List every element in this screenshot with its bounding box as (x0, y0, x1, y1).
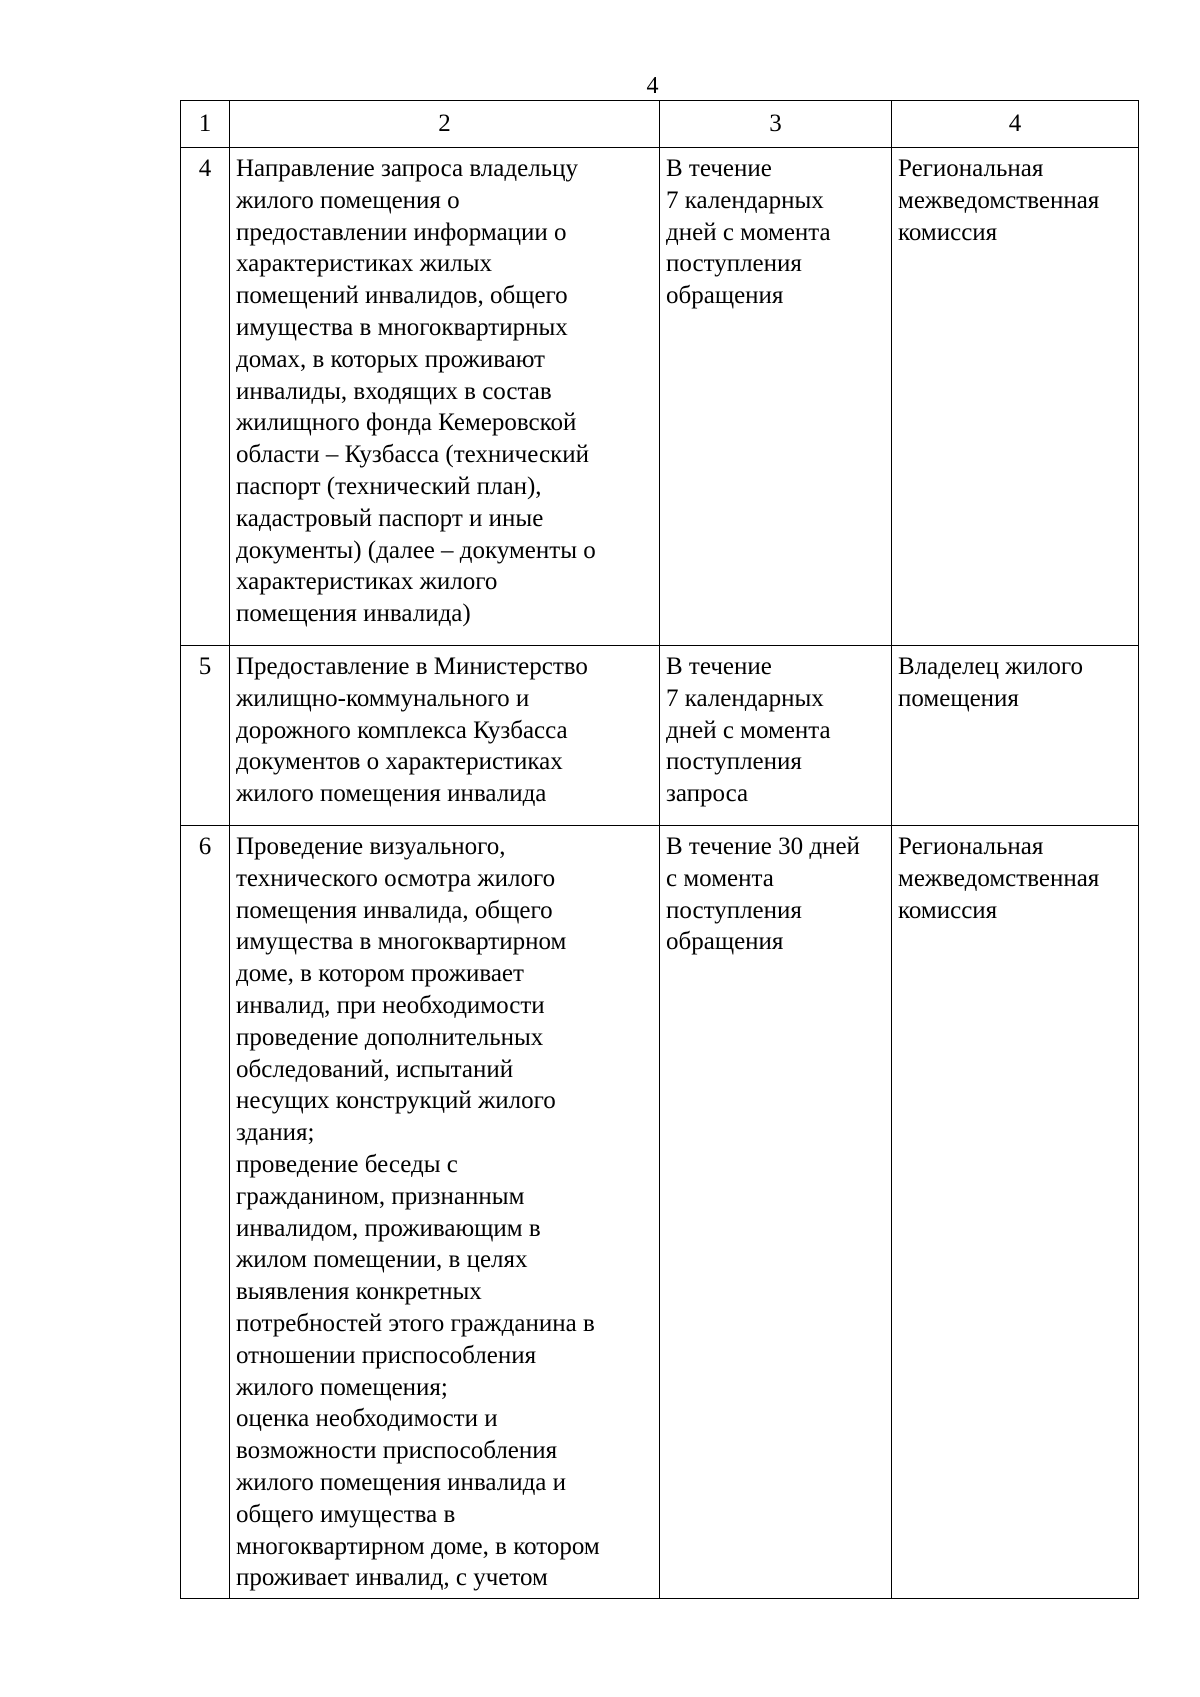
responsible-cell: Региональная межведомственная комиссия (892, 148, 1139, 646)
action-cell: Проведение визуального, технического осмотра жилого помещения инвалида, общего имущества в многоквартирном доме, в котором проживает инвалид, при необходимости проведение дополнительных обследований, испытаний несущих конструкций жилого здания; проведение беседы с гражданином, признанным инвалидом, проживающим в жилом помещении, в целях выявления конкретных потребностей этого гражданина в отношении приспособления жилого помещения; оценка необходимости и возможности приспособления жилого помещения инвалида и общего имущества в многоквартирном доме, в котором проживает инвалид, с учетом (230, 826, 660, 1599)
responsible-cell: Региональная межведомственная комиссия (892, 826, 1139, 1599)
column-header-4: 4 (892, 101, 1139, 148)
term-cell: В течение 7 календарных дней с момента поступления обращения (660, 148, 892, 646)
table-header-row (181, 101, 1139, 148)
row-number: 5 (181, 646, 230, 826)
term-cell: В течение 7 календарных дней с момента поступления запроса (660, 646, 892, 826)
responsible-cell: Владелец жилого помещения (892, 646, 1139, 826)
row-number: 4 (181, 148, 230, 646)
term-cell: В течение 30 дней с момента поступления обращения (660, 826, 892, 1599)
table-row (181, 826, 1139, 1599)
page-number: 4 (646, 73, 659, 99)
column-header-1: 1 (181, 101, 230, 148)
column-header-2: 2 (230, 101, 660, 148)
procedure-table (180, 100, 1139, 1599)
row-number: 6 (181, 826, 230, 1599)
column-header-3: 3 (660, 101, 892, 148)
action-cell: Направление запроса владельцу жилого помещения о предоставлении информации о характеристиках жилых помещений инвалидов, общего имущества в многоквартирных домах, в которых проживают инвалиды, входящих в состав жилищного фонда Кемеровской области – Кузбасса (технический паспорт (технический план), кадастровый паспорт и иные документы) (далее – документы о характеристиках жилого помещения инвалида) (230, 148, 660, 646)
action-cell: Предоставление в Министерство жилищно-коммунального и дорожного комплекса Кузбасса документов о характеристиках жилого помещения инвалида (230, 646, 660, 826)
table-row (181, 148, 1139, 646)
table-row (181, 646, 1139, 826)
